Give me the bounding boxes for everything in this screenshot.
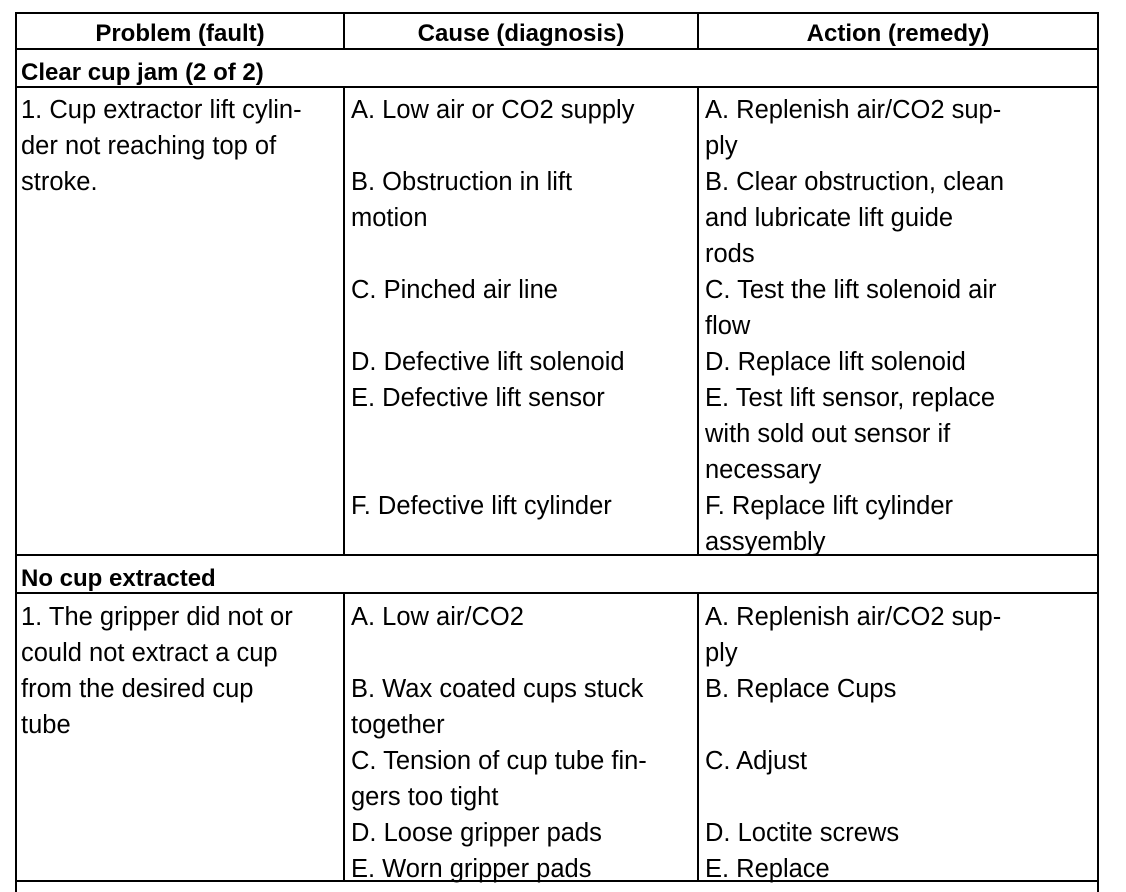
section1-problem-line: 1. Cup extractor lift cylin- <box>21 96 302 124</box>
section2-cause-d: D. Loose gripper pads <box>351 819 602 847</box>
table-border-right <box>1097 12 1099 892</box>
section1-cause-c: C. Pinched air line <box>351 276 558 304</box>
section1-cause-d: D. Defective lift solenoid <box>351 348 625 376</box>
section2-action-a: ply <box>705 639 738 667</box>
section1-end-divider <box>15 554 1099 556</box>
header-divider <box>15 48 1099 50</box>
col-divider-1-section2 <box>343 592 345 882</box>
section1-cause-f: F. Defective lift cylinder <box>351 492 612 520</box>
section1-action-e: with sold out sensor if <box>705 420 951 448</box>
col-divider-2-section2 <box>697 592 699 882</box>
header-action: Action (remedy) <box>806 20 990 47</box>
section1-action-b: and lubricate lift guide <box>705 204 954 232</box>
section2-action-a: A. Replenish air/CO2 sup- <box>705 603 1002 631</box>
section1-action-d: D. Replace lift solenoid <box>705 348 966 376</box>
section2-action-e: E. Replace <box>705 855 830 883</box>
table-border-left <box>15 12 17 892</box>
section2-problem-line: from the desired cup <box>21 675 254 703</box>
section2-cause-b: B. Wax coated cups stuck <box>351 675 644 703</box>
section2-problem-line: 1. The gripper did not or <box>21 603 293 631</box>
header-problem: Problem (fault) <box>95 20 265 47</box>
section1-action-f: F. Replace lift cylinder <box>705 492 954 520</box>
section2-cause-c: gers too tight <box>351 783 499 811</box>
section1-action-a: ply <box>705 132 738 160</box>
col-divider-2-section1 <box>697 86 699 556</box>
section2-title: No cup extracted <box>21 565 216 592</box>
section1-action-e: necessary <box>705 456 822 484</box>
section1-title: Clear cup jam (2 of 2) <box>21 59 264 86</box>
section1-action-b: rods <box>705 240 755 268</box>
section1-problem-line: stroke. <box>21 168 98 196</box>
section1-action-e: E. Test lift sensor, replace <box>705 384 996 412</box>
header-cause: Cause (diagnosis) <box>417 20 625 47</box>
section2-cause-c: C. Tension of cup tube fin- <box>351 747 647 775</box>
section1-cause-b: B. Obstruction in lift <box>351 168 573 196</box>
section1-action-c: flow <box>705 312 751 340</box>
troubleshooting-table <box>15 12 1099 892</box>
section1-cause-e: E. Defective lift sensor <box>351 384 605 412</box>
section2-problem-line: tube <box>21 711 71 739</box>
section1-action-c: C. Test the lift solenoid air <box>705 276 997 304</box>
section2-cause-a: A. Low air/CO2 <box>351 603 524 631</box>
section1-action-f: assyembly <box>705 528 826 556</box>
section2-title-divider <box>15 592 1099 594</box>
table-border-top <box>15 12 1099 14</box>
section1-action-b: B. Clear obstruction, clean <box>705 168 1005 196</box>
col-divider-1-section1 <box>343 86 345 556</box>
section1-problem-line: der not reaching top of <box>21 132 277 160</box>
section1-cause-b: motion <box>351 204 428 232</box>
section1-title-divider <box>15 86 1099 88</box>
section1-action-a: A. Replenish air/CO2 sup- <box>705 96 1002 124</box>
section2-action-c: C. Adjust <box>705 747 808 775</box>
section2-action-b: B. Replace Cups <box>705 675 897 703</box>
section2-problem-line: could not extract a cup <box>21 639 278 667</box>
section2-cause-b: together <box>351 711 445 739</box>
section2-cause-e: E. Worn gripper pads <box>351 855 592 883</box>
section2-action-d: D. Loctite screws <box>705 819 900 847</box>
section1-cause-a: A. Low air or CO2 supply <box>351 96 635 124</box>
